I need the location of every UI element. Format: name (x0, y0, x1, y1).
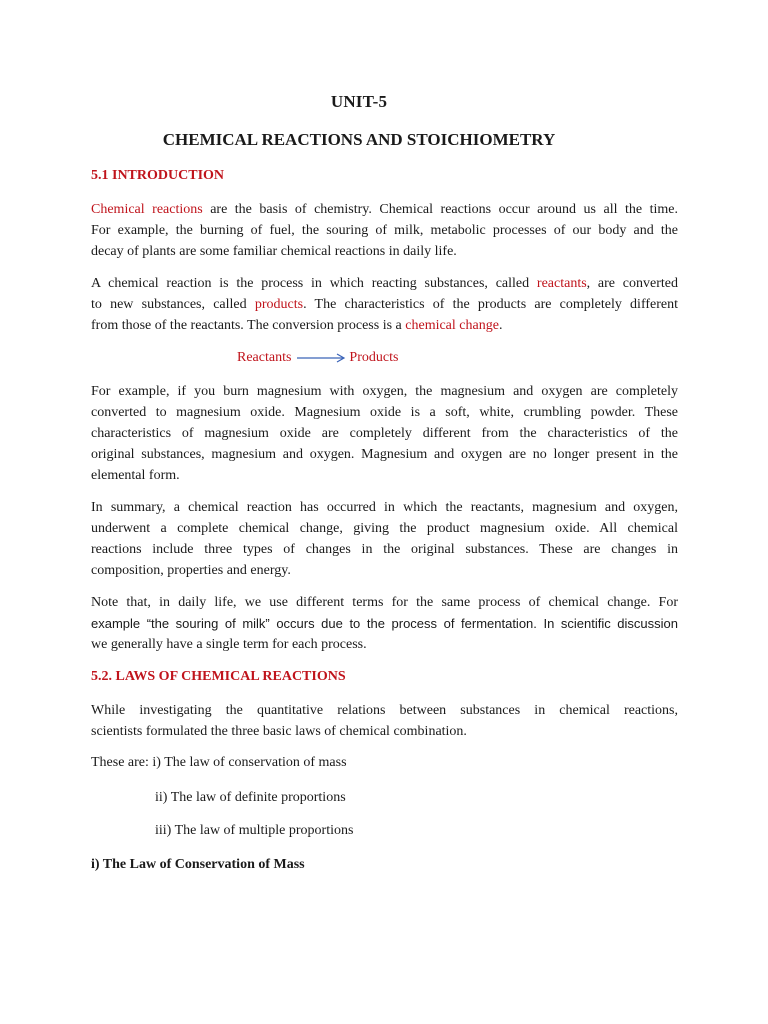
text-line: decay of plants are some familiar chemical reactions in daily life. (91, 244, 457, 259)
text-line: Chemical reactions are the basis of chemistry. Chemical reactions occur around us all the time. (91, 202, 678, 217)
term-products: products (254, 297, 304, 312)
text-line: For example, if you burn magnesium with oxygen, the magnesium and oxygen are completely (91, 384, 678, 399)
right-arrow-icon (297, 353, 347, 363)
text-line: to new substances, called products. The characteristics of the products are completely different (91, 297, 678, 312)
paragraph-intro-4 (91, 497, 678, 581)
unit-title: UNIT-5 (330, 92, 388, 111)
law-multiple-proportions: iii) The law of multiple proportions (155, 823, 354, 838)
term-chemical-change: chemical change (405, 318, 499, 333)
law-definite-proportions: ii) The law of definite proportions (155, 790, 346, 805)
text-line: While investigating the quantitative relations between substances in chemical reactions, (91, 703, 678, 718)
text-line: reactions include three types of changes in the original substances. These are changes in (91, 542, 678, 557)
text-line: we generally have a single term for each process. (91, 637, 367, 652)
text-line: elemental form. (91, 468, 180, 483)
text-line: underwent a complete chemical change, giving the product magnesium oxide. All chemical (91, 521, 678, 536)
text-line: scientists formulated the three basic laws of chemical combination. (91, 724, 467, 739)
term-reactants: reactants (536, 276, 587, 291)
paragraph-intro-2 (91, 273, 678, 336)
subheading-conservation-of-mass: i) The Law of Conservation of Mass (91, 857, 305, 872)
text-line: composition, properties and energy. (91, 563, 291, 578)
section-heading-introduction: 5.1 INTRODUCTION (91, 168, 225, 183)
equation-reactants: Reactants (237, 350, 292, 365)
text-line: example “the souring of milk” occurs due to the process of fermentation. In scientific discussion (91, 616, 678, 631)
text-line: converted to magnesium oxide. Magnesium oxide is a soft, white, crumbling powder. These (91, 405, 678, 420)
equation-products: Products (349, 350, 399, 365)
text-line: Note that, in daily life, we use different terms for the same process of chemical change. For (91, 595, 678, 610)
laws-list-intro: These are: i) The law of conservation of mass (91, 755, 347, 770)
text-line: For example, the burning of fuel, the souring of milk, metabolic processes of our body and the (91, 223, 678, 238)
section-heading-laws: 5.2. LAWS OF CHEMICAL REACTIONS (91, 669, 346, 684)
text-line: characteristics of magnesium oxide are completely different from the characteristics of the (91, 426, 678, 441)
paragraph-intro-3 (91, 381, 678, 486)
text-line: from those of the reactants. The conversion process is a chemical change. (91, 318, 503, 333)
text-line: In summary, a chemical reaction has occurred in which the reactants, magnesium and oxygen, (91, 500, 678, 515)
reaction-equation (237, 350, 398, 366)
term-chemical-reactions: Chemical reactions (91, 202, 203, 217)
paragraph-intro-1 (91, 199, 678, 262)
chapter-title: CHEMICAL REACTIONS AND STOICHIOMETRY (162, 130, 556, 149)
paragraph-intro-5 (91, 592, 678, 655)
text-line: A chemical reaction is the process in which reacting substances, called reactants, are converted (91, 276, 678, 291)
paragraph-laws-1 (91, 700, 678, 742)
text-line: original substances, magnesium and oxygen. Magnesium and oxygen are no longer present in the (91, 447, 678, 462)
